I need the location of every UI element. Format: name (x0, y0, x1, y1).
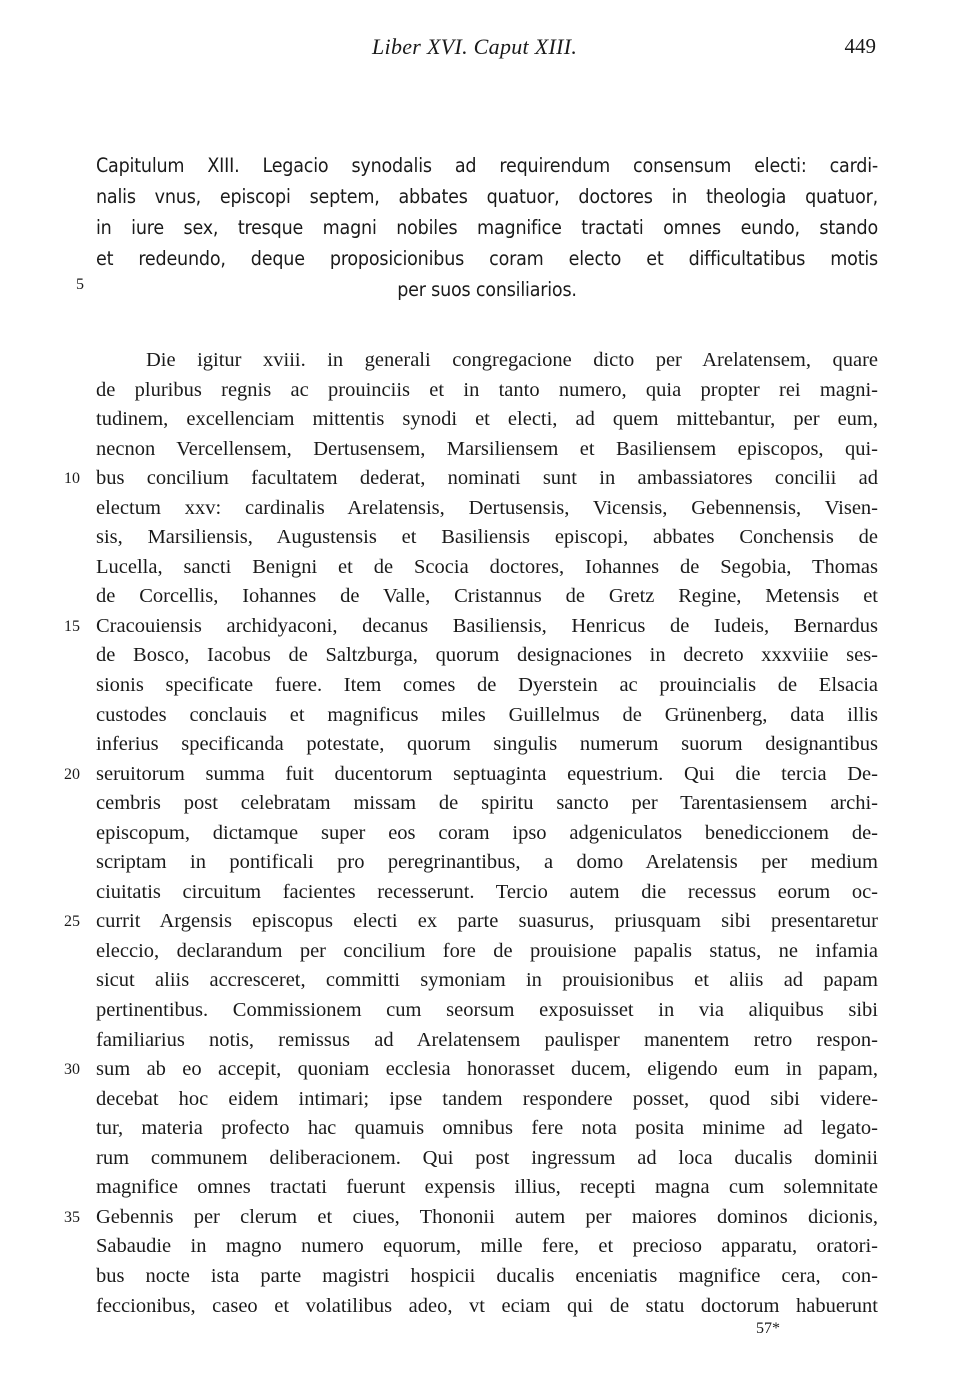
body-line (96, 848, 878, 878)
line-number: 35 (64, 1208, 80, 1226)
body-line-text: bus concilium facultatem dederat, nominati sunt in ambassiatores concilii ad (96, 467, 878, 490)
body-line-text: currit Argensis episcopus electi ex parte suasurus, priusquam sibi presentaretur (96, 910, 878, 933)
body-line-text: cembris post celebratam missam de spiritu sancto per Tarentasiensem archi- (96, 792, 878, 815)
body-line (96, 878, 878, 908)
body-line (96, 641, 878, 671)
body-line-text: tur, materia profecto hac quamuis omnibus fere nota posita minime ad legato- (96, 1117, 878, 1140)
body-line (64, 612, 878, 642)
body-line-text: pertinentibus. Commissionem cum seorsum exposuisset in via aliquibus sibi (96, 999, 878, 1022)
body-line-text: necnon Vercellensem, Dertusensem, Marsiliensem et Basiliensem episcopos, qui- (96, 437, 878, 460)
body-line-text: de Bosco, Iacobus de Saltzburga, quorum designaciones in decreto xxxviiie ses- (96, 644, 878, 667)
body-line-text: feccionibus, caseo et volatilibus adeo, vt eciam qui de statu doctorum habuerunt (96, 1294, 878, 1317)
body-line-text: Cracouiensis archidyaconi, decanus Basiliensis, Henricus de Iudeis, Bernardus (96, 614, 878, 637)
body-line (96, 1232, 878, 1262)
body-line-text: episcopum, dictamque super eos coram ipso adgeniculatos benediccionem de- (96, 821, 878, 844)
body-line (96, 346, 878, 376)
body-line-text: Die igitur xviii. in generali congregacione dicto per Arelatensem, quare (146, 349, 878, 371)
body-line-text: seruitorum summa fuit ducentorum septuaginta equestrium. Qui die tercia De- (96, 762, 878, 785)
line-number: 15 (64, 617, 80, 635)
body-line-text: familiarius notis, remissus ad Arelatensem paulisper manentem retro respon- (96, 1028, 878, 1051)
line-number: 25 (64, 913, 80, 931)
chapter-heading-line: nalis vnus, episcopi septem, abbates quatuor, doctores in theologia quatuor, (96, 185, 878, 208)
chapter-heading-line: per suos consiliarios. (397, 278, 577, 301)
body-line (96, 937, 878, 967)
line-number: 20 (64, 765, 80, 783)
body-line (96, 405, 878, 435)
body-line-text: electum xxv: cardinalis Arelatensis, Dertusensis, Vicensis, Gebennensis, Visen- (96, 496, 878, 519)
chapter-heading (96, 150, 878, 305)
body-line (64, 464, 878, 494)
body-line (96, 789, 878, 819)
body-line (64, 760, 878, 790)
body-line-text: bus nocte ista parte magistri hospicii ducalis enceniatis magnifice cera, con- (96, 1264, 878, 1287)
signature-mark: 57* (756, 1320, 780, 1337)
body-line (96, 582, 878, 612)
body-line (96, 376, 878, 406)
body-text (64, 346, 878, 1321)
body-line-text: sis, Marsiliensis, Augustensis et Basiliensis episcopi, abbates Conchensis de (96, 526, 878, 549)
body-line-text: ciuitatis circuitum facientes recesserunt. Tercio autem die recessus eorum oc- (96, 880, 878, 903)
body-line (96, 1173, 878, 1203)
line-number: 10 (64, 470, 80, 488)
body-line-text: sionis specificate fuere. Item comes de Dyerstein ac prouincialis de Elsacia (96, 674, 878, 697)
body-line (96, 1114, 878, 1144)
body-line (96, 435, 878, 465)
body-line-text: inferius specificanda potestate, quorum singulis numerum suorum designantibus (96, 733, 878, 756)
body-line-text: Gebennis per clerum et ciues, Thononii autem per maiores dominos dicionis, (96, 1205, 878, 1228)
body-line (96, 523, 878, 553)
body-line-text: sicut aliis accresceret, committi symoniam in prouisionibus et aliis ad papam (96, 969, 878, 992)
body-line (96, 701, 878, 731)
body-line (96, 1144, 878, 1174)
body-line-text: tudinem, excellenciam mittentis synodi et electi, ad quem mittebantur, per eum, (96, 408, 878, 431)
body-line (96, 1292, 878, 1322)
body-line-text: de Corcellis, Iohannes de Valle, Cristannus de Gretz Regine, Metensis et (96, 585, 878, 608)
body-line (64, 1055, 878, 1085)
body-line-text: Lucella, sancti Benigni et de Scocia doctores, Iohannes de Segobia, Thomas (96, 555, 878, 578)
page-number: 449 (844, 34, 876, 58)
body-line (96, 996, 878, 1026)
body-line (96, 730, 878, 760)
body-line (64, 1203, 878, 1233)
line-number: 5 (76, 276, 84, 293)
chapter-heading-line: in iure sex, tresque magni nobiles magnifice tractati omnes eundo, stando (96, 216, 878, 239)
body-line-text: magnifice omnes tractati fuerunt expensis illius, recepti magna cum solemnitate (96, 1176, 878, 1199)
body-line (64, 907, 878, 937)
body-line-text: eleccio, declarandum per concilium fore de prouisione papalis status, ne infamia (96, 939, 878, 962)
body-line-text: Sabaudie in magno numero equorum, mille fere, et precioso apparatu, oratori- (96, 1235, 878, 1258)
body-line-text: decebat hoc eidem intimari; ipse tandem respondere posset, quod sibi videre- (96, 1087, 878, 1110)
body-line-text: rum communem deliberacionem. Qui post ingressum ad loca ducalis dominii (96, 1146, 878, 1169)
running-head (0, 34, 960, 64)
body-line (96, 494, 878, 524)
body-line (96, 553, 878, 583)
body-line (96, 819, 878, 849)
body-line (96, 966, 878, 996)
body-line-text: sum ab eo accepit, quoniam ecclesia honorasset ducem, eligendo eum in papam, (96, 1058, 878, 1081)
body-line (96, 1262, 878, 1292)
chapter-heading-line: et redeundo, deque proposicionibus coram electo et difficultatibus motis (96, 247, 878, 270)
body-line-text: custodes conclauis et magnificus miles Guillelmus de Grünenberg, data illis (96, 703, 878, 726)
body-line (96, 1085, 878, 1115)
body-line (96, 671, 878, 701)
line-number: 30 (64, 1061, 80, 1079)
running-title: Liber XVI. Caput XIII. (372, 34, 578, 59)
chapter-heading-line: Capitulum XIII. Legacio synodalis ad requirendum consensum electi: cardi- (96, 154, 878, 177)
body-line (96, 1026, 878, 1056)
body-line-text: de pluribus regnis ac prouinciis et in tanto numero, quia propter rei magni- (96, 378, 878, 401)
body-line-text: scriptam in pontificali pro peregrinantibus, a domo Arelatensis per medium (96, 851, 878, 874)
